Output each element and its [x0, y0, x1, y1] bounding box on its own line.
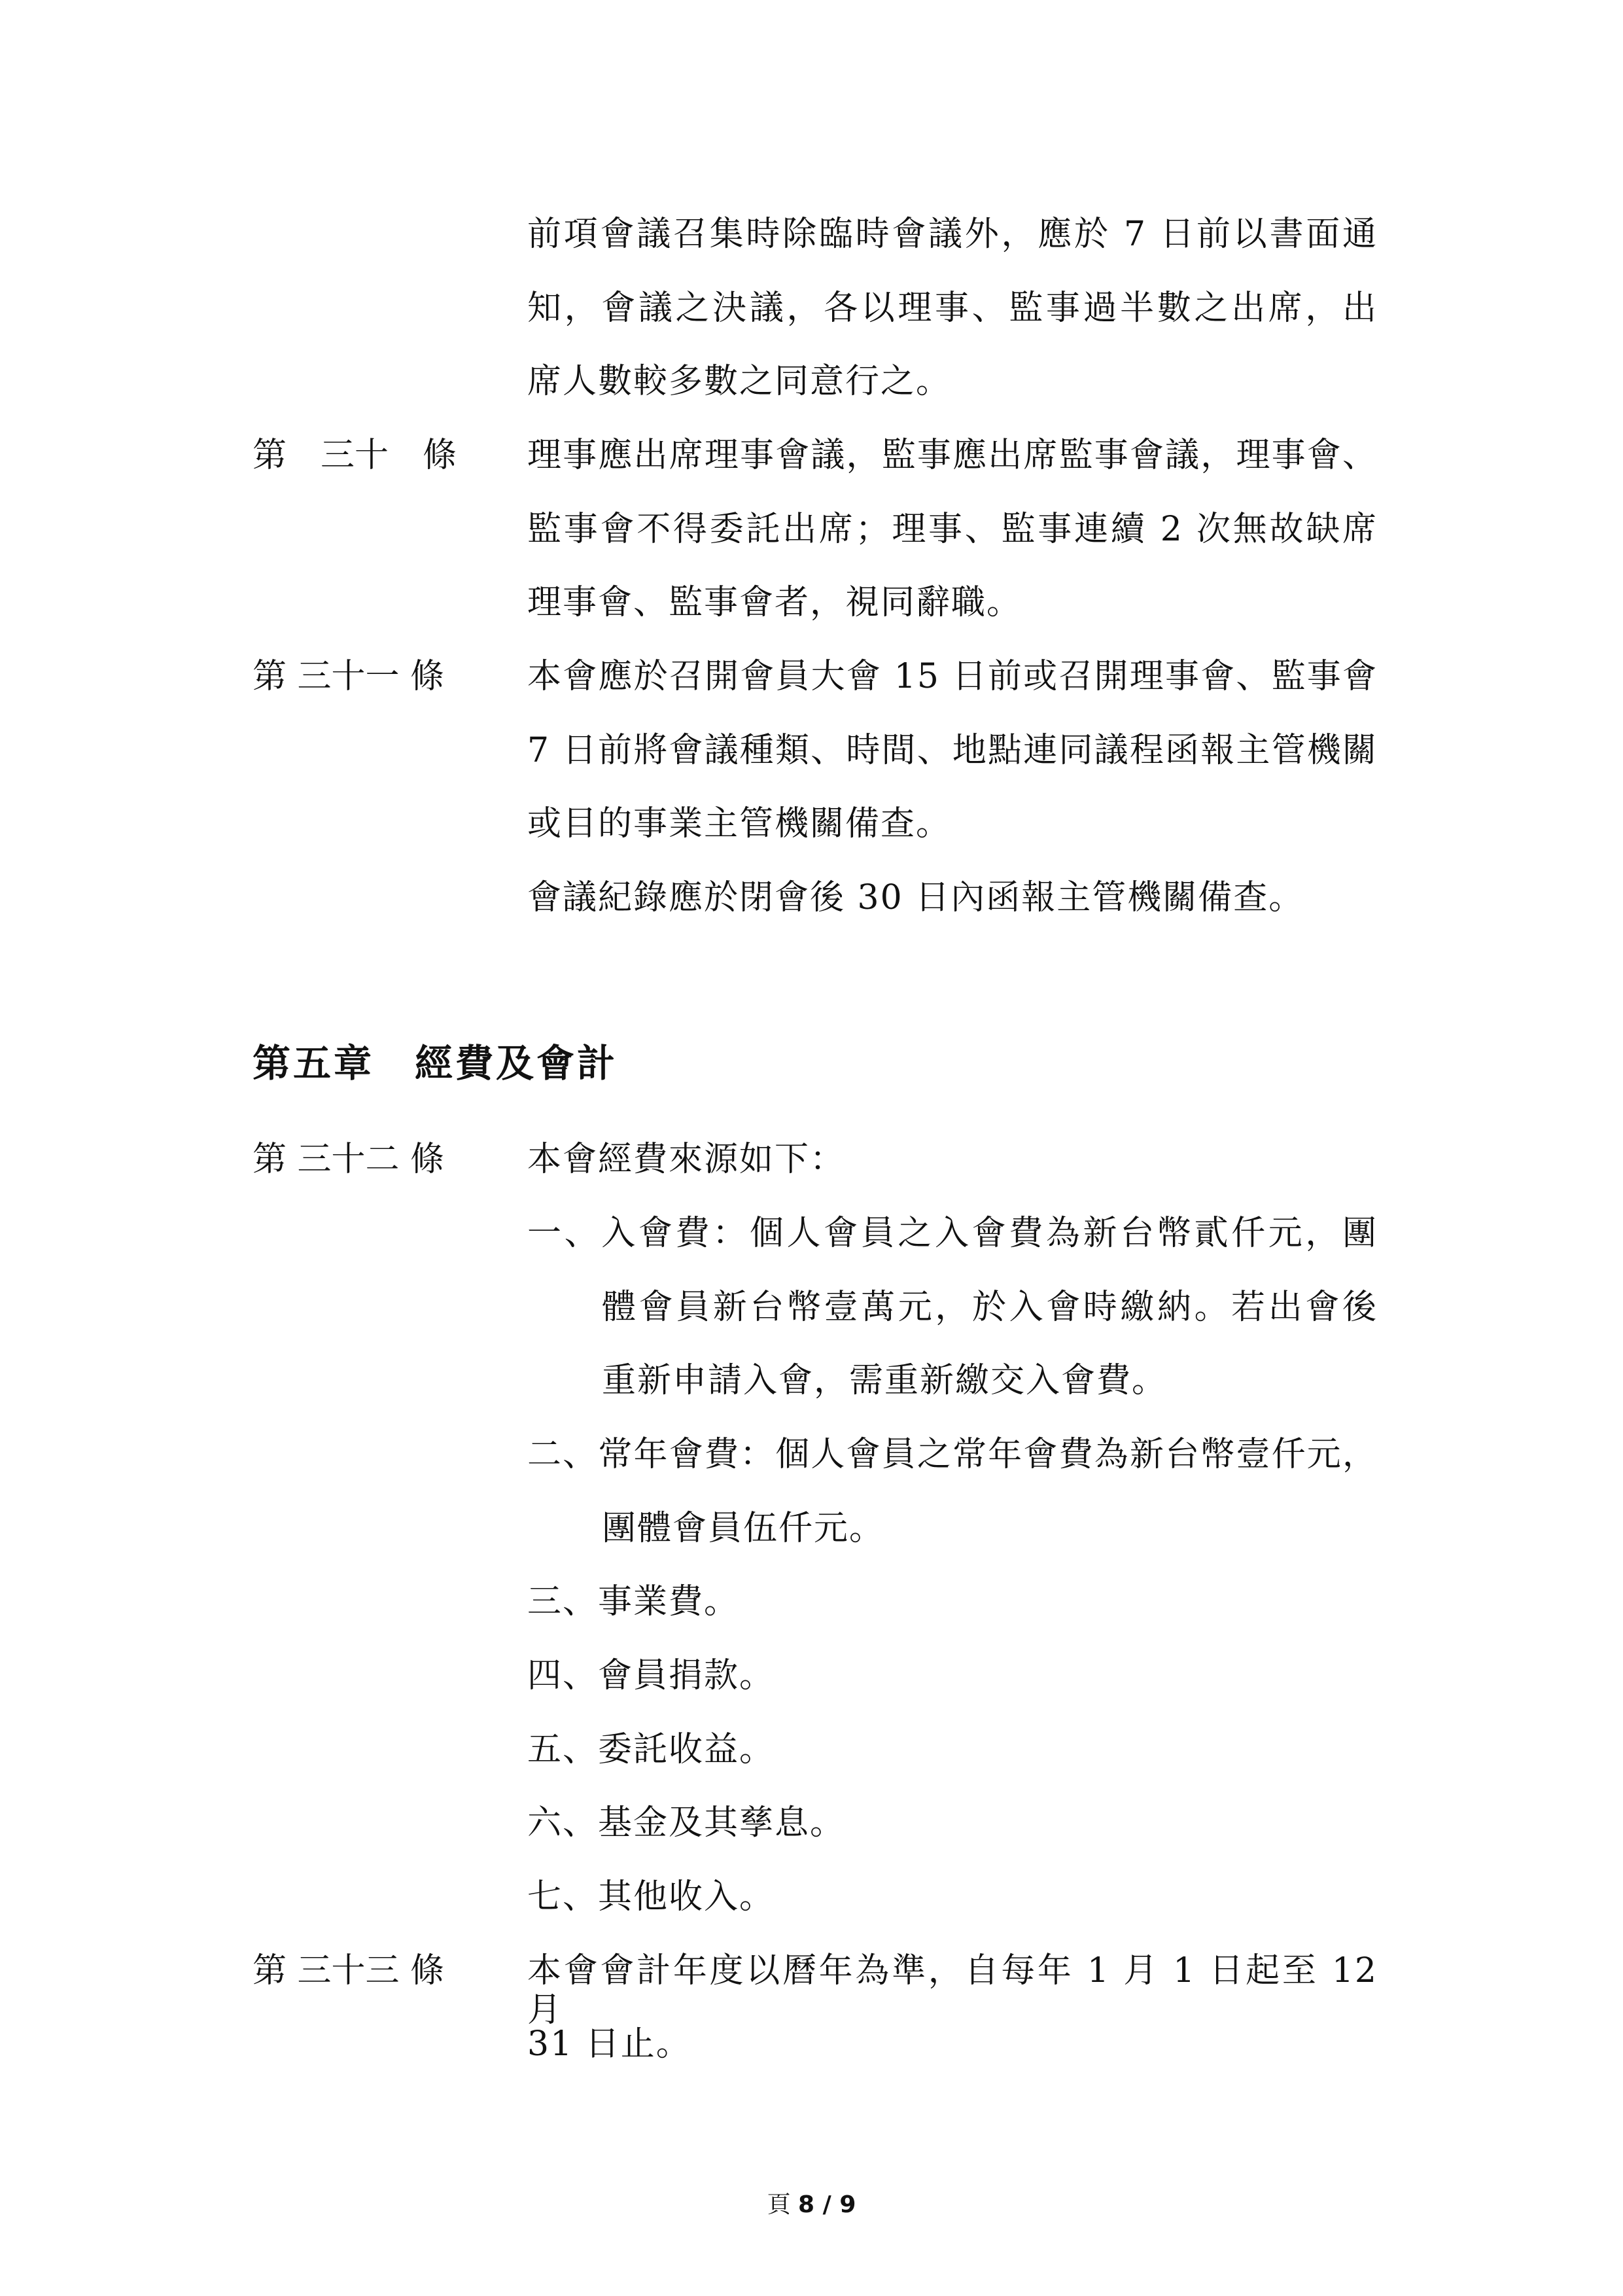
article-32-item-2-line-1: 二、常年會費：個人會員之常年會費為新台幣壹仟元，: [527, 1435, 1378, 1474]
chapter-5-heading: 第五章 經費及會計: [253, 1041, 618, 1086]
article-30-label: 第 三十 條: [253, 436, 457, 475]
intro-line-3: 席人數較多數之同意行之。: [527, 362, 952, 401]
article-32-item-1-line-2: 體會員新台幣壹萬元，於入會時繳納。若出會後: [602, 1288, 1378, 1327]
article-32-item-3: 三、事業費。: [527, 1582, 740, 1621]
article-30-line-1: 理事應出席理事會議，監事應出席監事會議，理事會、: [527, 436, 1378, 475]
article-32-label: 第 三十二 條: [253, 1140, 445, 1179]
page-label: 頁: [767, 2191, 799, 2218]
article-33-line-1: 本會會計年度以曆年為準，自每年 1 月 1 日起至 12 月: [527, 1951, 1378, 2030]
article-31-line-1: 本會應於召開會員大會 15 日前或召開理事會、監事會: [527, 657, 1378, 696]
article-32-item-4: 四、會員捐款。: [527, 1656, 775, 1695]
article-31-label: 第 三十一 條: [253, 657, 445, 696]
article-32-item-2-line-2: 團體會員伍仟元。: [602, 1509, 885, 1548]
article-30-line-3: 理事會、監事會者，視同辭職。: [527, 583, 1022, 622]
article-32-intro: 本會經費來源如下：: [527, 1140, 846, 1179]
article-30-line-2: 監事會不得委託出席；理事、監事連續 2 次無故缺席: [527, 510, 1378, 549]
page-total: 9: [839, 2191, 856, 2218]
article-32-item-5: 五、委託收益。: [527, 1730, 775, 1769]
article-31-line-2: 7 日前將會議種類、時間、地點連同議程函報主管機關: [527, 731, 1378, 770]
article-33-line-2: 31 日止。: [527, 2024, 691, 2064]
article-32-item-1-line-1: 一、入會費：個人會員之入會費為新台幣貳仟元，團: [527, 1214, 1378, 1253]
article-31-paragraph-2: 會議紀錄應於閉會後 30 日內函報主管機關備查。: [527, 878, 1304, 917]
article-32-item-6: 六、基金及其孳息。: [527, 1803, 846, 1843]
article-32-item-1-line-3: 重新申請入會，需重新繳交入會費。: [602, 1361, 1168, 1400]
intro-line-1: 前項會議召集時除臨時會議外，應於 7 日前以書面通: [527, 215, 1378, 254]
intro-line-2: 知，會議之決議，各以理事、監事過半數之出席，出: [527, 289, 1378, 328]
article-32-item-7: 七、其他收入。: [527, 1877, 775, 1916]
page-number: 8: [798, 2191, 815, 2218]
page-footer: [0, 2191, 1623, 2219]
article-33-label: 第 三十三 條: [253, 1951, 445, 1990]
article-31-line-3: 或目的事業主管機關備查。: [527, 804, 952, 843]
page-separator: /: [814, 2191, 840, 2218]
